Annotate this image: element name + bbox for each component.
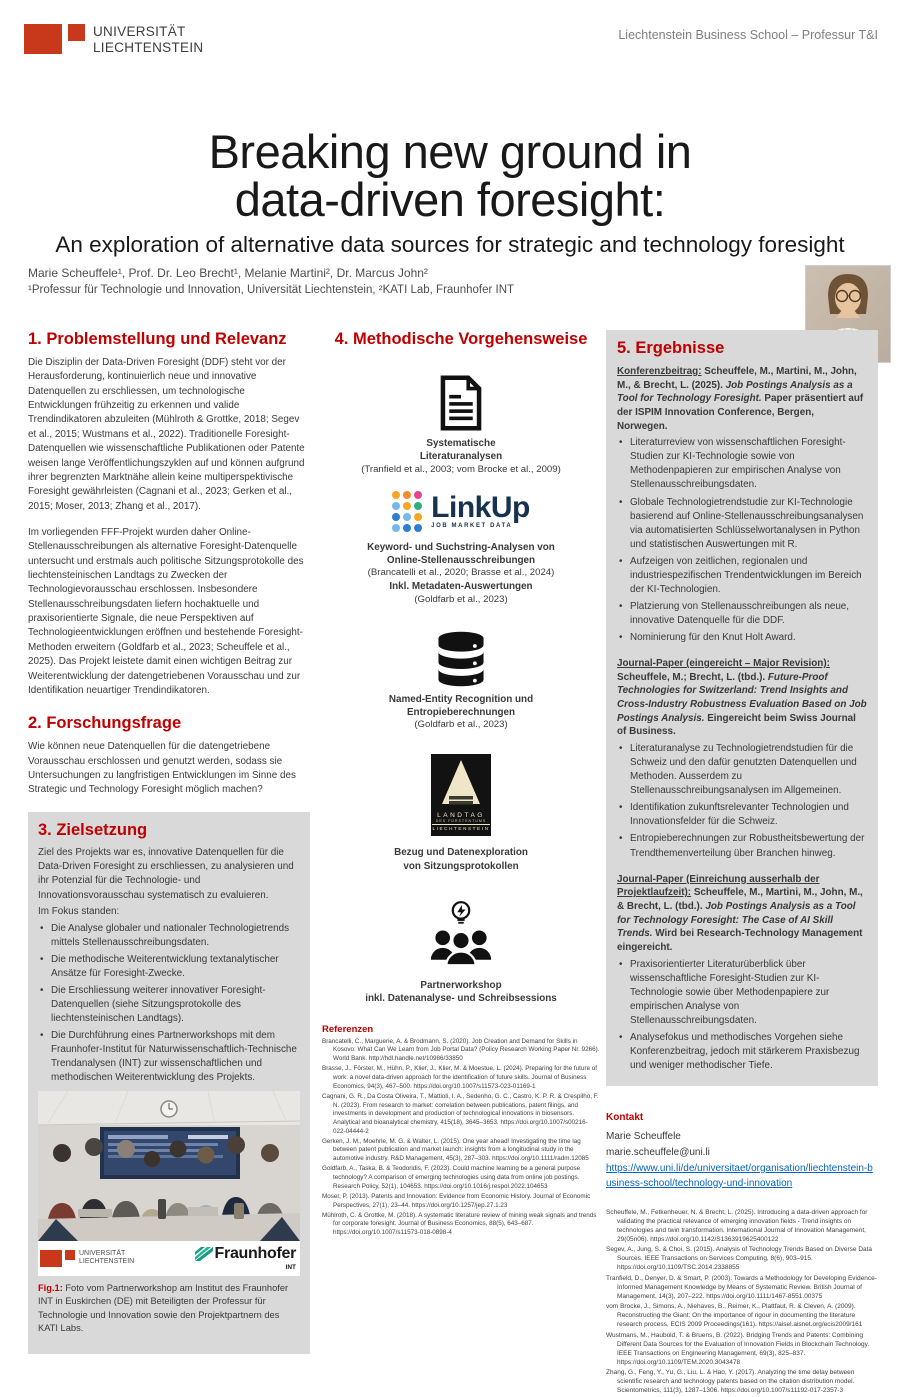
landtag-line3: LIECHTENSTEIN [432, 826, 490, 832]
journal2-publication [617, 873, 867, 955]
step5-title-line2: inkl. Datenanalyse- und Schreibsessions [365, 993, 557, 1005]
referenzen-heading: Referenzen [322, 1023, 374, 1035]
step2-title-line3: Inkl. Metadaten-Auswertungen [389, 581, 533, 593]
fraunhofer-logo [193, 1245, 296, 1271]
step2-title-line1: Keyword- und Suchstring-Analysen von [367, 541, 555, 553]
brand-line2: LIECHTENSTEIN [93, 39, 204, 55]
figure1-caption [38, 1282, 300, 1335]
reference-entry: Cagnani, G. R., Da Costa Oliveira, T., Mattioli, I. A., Sedenho, G. C., Castro, K. P. R. & Crespilho, F. N. (2023). From research to market: correlation between publications, patent filings, and investments in development and production of technological innovations in biosensors. Analytical and bioanalytical chemistry, 415(18), 3645–3653. https://doi.org/10.1007/s00216-022-04444-2 [322, 1092, 599, 1135]
photo-logo-strip [38, 1241, 300, 1276]
section4-heading: 4. Methodische Vorgehensweise [334, 330, 588, 348]
journal1-title: Future-Proof Technologies for Switzerland: Trend Insights and Cross-Industry Robustness Evaluation Based on Job Postings Analysis. [617, 671, 867, 724]
landtag-line2: DES FÜRSTENTUMS [435, 819, 487, 824]
landtag-line1: LANDTAG [437, 812, 485, 820]
university-logo [24, 24, 203, 55]
step3-title-line2: Entropieberechnungen [406, 706, 516, 718]
result-bullet: • Entropieberechnungen zur Robustheitsbewertung der Trendthemenverteilung über Branchen hinweg. [630, 832, 867, 860]
reference-entry: Tranfield, D., Denyer, D. & Smart, P. (2003). Towards a Methodology for Developing Evidence-Informed Management Knowledge by Means of Systematic Review. British Journal of Management, 14(3), 207–222. https://doi.org/10.1111/1467-8551.00375 [606, 1274, 877, 1300]
contact-email: marie.scheuffele@uni.li [606, 1146, 710, 1158]
references-right-list [606, 1209, 878, 1396]
brand-line1: UNIVERSITÄT [93, 24, 186, 39]
step1-reference: (Tranfield et al., 2003; vom Brocke et al., 2009) [361, 463, 561, 475]
reference-entry: Mühlroth, C. & Grottke, M. (2018). A systematic literature review of mining weak signals and trends for corporate foresight. Journal of Business Economics, 88(5), 643–687. https://doi.org/10.1007/s11573-018-0898-4 [322, 1211, 597, 1237]
contact-website-link[interactable]: https://www.uni.li/de/universitaet/organisation/liechtenstein-business-school/technology-und-innovation [606, 1163, 873, 1189]
section3-intro: Ziel des Projekts war es, innovative Datenquellen für die Data-Driven Foresight zu erschliessen, zu analysieren und ihr Potenzial für die Technologie- und Innovationsvorausschau systematisch zu evaluieren. [38, 846, 294, 901]
fraunhofer-glyph-icon [193, 1245, 215, 1263]
photo-university-logo [40, 1250, 134, 1267]
affiliations-line: ¹Professur für Technologie und Innovation, Universität Liechtenstein, ²KATI Lab, Fraunhofer INT [28, 284, 515, 296]
poster-subtitle: An exploration of alternative data sources for strategic and technology foresight [55, 232, 845, 257]
figure1-label: Fig.1: [38, 1283, 63, 1294]
journal1-authors: Scheuffele, M.; Brecht, L. (tbd.). [617, 671, 768, 683]
references-left-list [322, 1038, 600, 1238]
database-icon [322, 631, 600, 687]
goal-bullet: • Die Erschliessung weiterer innovativer Foresight-Datenquellen (siehe Sitzungsprotokolle des liechtensteinischen Landtags). [51, 984, 300, 1026]
step1-title-line1: Systematische [426, 438, 496, 449]
method-step-linkup [322, 491, 600, 607]
result-bullet: • Literaturanalyse zu Technologietrendstudien für die Schweiz und den dafür genutzten Datenquellen und Methoden. Ausserdem zu Stellenausschreibungsanalysen im Allgemeinen. [630, 742, 867, 798]
section1-para1: Die Disziplin der Data-Driven Foresight (DDF) steht vor der Herausforderung, kontinuierlich neue und innovative Datenquellen zu erschliessen, um technologische Entwicklungen frühzeitig zu erkennen und valide Trendindikatoren abzuleiten (Mühlroth & Grottke, 2018; Segev et al., 2015; Wustmans et al., 2022). Traditionelle Foresight-Datenquellen wie wissenschaftliche Publikationen oder Patente weisen lange Veröffentlichungszyklen auf und können aufgrund ihrer begrenzten Marktnähe allein keine multiperspektivische Foresight gewährleisten (Cagnani et al., 2023; Gerken et al., 2015; Moser, 2013; Zhang et al., 2017). [28, 357, 305, 512]
step2-reference2: (Goldfarb et al., 2023) [414, 593, 508, 605]
reference-entry: Moser, P. (2013). Patents and Innovation: Evidence from Economic History. Journal of Economic Perspectives, 27(1), 23–44. https://doi.org/10.1257/jep.27.1.23 [322, 1192, 591, 1209]
mini-logo-square-large [40, 1250, 62, 1267]
figure1-caption-text: Foto vom Partnerworkshop am Institut des Fraunhofer INT in Euskirchen (DE) mit Beteiligten der Professur für Technologie und Innovation sowie den Projektpartnern des KATI Labs. [38, 1283, 289, 1333]
journal2-bullet-list [617, 958, 867, 1074]
journal1-publication [617, 657, 867, 739]
conference-authors: Scheuffele, M., Martini, M., John, M., & Brecht, L. (2025). [617, 366, 857, 391]
contact-name: Marie Scheuffele [606, 1131, 681, 1143]
section3-bullet-list [38, 922, 300, 1086]
goal-bullet: • Die Durchführung eines Partnerworkshops mit dem Fraunhofer-Institut für Naturwissenschaftlich-Technische Trendanalysen (INT) zur wissenschaftlichen und methodischen Weiterentwicklung des Projekts. [51, 1029, 300, 1085]
result-bullet: • Literaturreview von wissenschaftlichen Foresight-Studien zur KI-Technologie sowie von Methodenpapieren zur empirischen Analyse von Stellenausschreibungsdaten. [630, 436, 867, 492]
mini-brand-line1: UNIVERSITÄT [79, 1249, 126, 1257]
step2-title-line2: Online-Stellenausschreibungen [386, 555, 536, 567]
fraunhofer-int-label: INT [285, 1264, 296, 1272]
result-bullet: • Nominierung für den Knut Holt Award. [630, 631, 867, 645]
logo-square-large [24, 24, 62, 54]
step3-reference: (Goldfarb et al., 2023) [414, 719, 508, 731]
section1-heading: 1. Problemstellung und Relevanz [28, 330, 287, 348]
conference-bullet-list [617, 436, 867, 645]
step2-reference1: (Brancatelli et al., 2020; Brasse et al., 2024) [367, 567, 555, 579]
method-step-landtag [322, 754, 600, 873]
result-bullet: • Identifikation zukunftsrelevanter Technologien und Innovationsfelder für die Schweiz. [630, 801, 867, 829]
photo-university-logo-text [79, 1250, 134, 1266]
method-step-literature [322, 375, 600, 477]
conference-title: Job Postings Analysis as a Tool for Technology Foresight. [617, 379, 853, 405]
result-bullet: • Globale Technologietrendstudie zur KI-Technologie basierend auf Online-Stellenausschreibungsanalysen via automatisierten Schlüsselwortanalysen in Python und statistischen Auswertungen mit R. [630, 496, 867, 552]
ergebnisse-panel [606, 330, 878, 1086]
linkup-tagline: JOB MARKET DATA [431, 523, 513, 530]
linkup-logo [322, 491, 600, 533]
section3-heading: 3. Zielsetzung [38, 820, 148, 839]
authors-line: Marie Scheuffele¹, Prof. Dr. Leo Brecht¹, Melanie Martini², Dr. Marcus John² [28, 266, 428, 280]
journal1-bullet-list [617, 742, 867, 861]
contact-section [606, 1112, 878, 1191]
journal2-title: Job Postings Analysis as a Tool for Technology Foresight: The Case of AI Skill Trends. [617, 900, 856, 940]
kontakt-heading: Kontakt [606, 1112, 644, 1124]
column-problem [28, 330, 310, 1354]
step5-title-line1: Partnerworkshop [420, 979, 502, 991]
document-icon [322, 375, 600, 431]
department-label: Liechtenstein Business School – Professur T&I [618, 28, 878, 42]
goal-bullet: • Die Analyse globaler und nationaler Technologietrends mittels Stellenausschreibungsdaten. [51, 922, 300, 950]
title-line2: data-driven foresight: [234, 173, 666, 227]
workshop-photo-illustration [38, 1091, 300, 1241]
column-method [322, 330, 600, 1239]
reference-entry: Gerken, J. M., Moehrle, M. G. & Walter, L. (2015). One year ahead! Investigating the time lag between patent publication and market launch: insights from a longitudinal study in the automotive industry. R&D Management, 45(3), 287–303. https://doi.org/10.1111/radm.12085 [322, 1137, 589, 1163]
method-step-workshop [322, 899, 600, 1006]
result-bullet: • Platzierung von Stellenausschreibungen als neue, innovative Datenquelle für die DDF. [630, 600, 867, 628]
step4-title-line1: Bezug und Datenexploration [394, 847, 528, 859]
logo-square-small [68, 24, 85, 41]
result-bullet: • Praxisorientierter Literaturüberblick über wissenschaftliche Foresight-Studien zur KI-Technologie sowie über Methodenpapiere zur empirischen Analyse von Stellenausschreibungsdaten. [630, 958, 867, 1028]
section3-focus-label: Im Fokus standen: [38, 906, 120, 918]
reference-entry: Brasse, J., Förster, M., Hühn, P., Klier, J., Klier, M. & Moestue, L. (2024). Preparing for the future of work: a novel data-driven approach for the identification of future skills. Journal of Business Economics, 94(3), 467–500. https://doi.org/10.1007/s11573-023-01169-1 [322, 1065, 597, 1090]
journal2-authors: Scheuffele, M., Martini, M., John, M., & Brecht, L. (tbd.). [617, 887, 863, 912]
university-logo-text [93, 24, 203, 55]
zielsetzung-panel [28, 812, 310, 1355]
step3-title-line1: Named-Entity Recognition und [388, 693, 534, 705]
conference-publication [617, 365, 867, 433]
method-step-ner [322, 631, 600, 733]
linkup-dots-icon [392, 491, 423, 533]
landtag-logo [431, 754, 491, 836]
title-line1: Breaking new ground in [208, 125, 692, 178]
section2-para: Wie können neue Datenquellen für die datengetriebene Vorausschau erschlossen und genutzt werden, sodass sie Untersuchungen zu langfristigen Entwicklungen im Sinne des Strategic und Technology Foresight möglich machen? [28, 741, 296, 796]
fraunhofer-wordmark: Fraunhofer [214, 1245, 296, 1263]
journal2-label: Journal-Paper (Einreichung ausserhalb der Projektlaufzeit): [617, 873, 820, 899]
section5-heading: 5. Ergebnisse [617, 339, 725, 357]
linkup-wordmark: LinkUp [431, 491, 530, 525]
section1-para2: Im vorliegenden FFF-Projekt wurden daher Online-Stellenausschreibungen als alternative Foresight-Datenquelle untersucht und erstmals auch politische Sitzungsprotokolle des liechtensteinischen Landtags zu Zwecken der Technologievorausschau erschlossen. Insbesondere Stellenausschreibungsdaten liefern hochaktuelle und praxisorientierte Signale, die neue Perspektiven auf Technologieentwicklungen eröffnen und bestehende Foresight-Methoden erweitern (Goldfarb et al., 2023; Scheuffele et al., 2025). Das Projekt leistete damit einen wichtigen Beitrag zur Weiterentwicklung der datengetriebenen Vorausschau und zur Identifikation neuartiger Trendindikatoren. [28, 526, 304, 696]
conference-venue: Paper präsentiert auf der ISPIM Innovation Conference, Bergen, Norwegen. [617, 393, 864, 432]
reference-entry: Wustmans, M., Haubold, T. & Bruens, B. (2022). Bridging Trends and Patents: Combining Different Data Sources for the Evaluation of Innovation Fields in Blockchain Technology. IEEE Transactions on Engineering Management, 69(3), 825–837. https://doi.org/10.1109/TEM.2020.3043478 [606, 1331, 870, 1366]
landtag-emblem-icon [435, 758, 487, 810]
mini-brand-line2: LIECHTENSTEIN [79, 1257, 135, 1265]
reference-entry: Brancatelli, C., Marguerie, A. & Brodmann, S. (2020). Job Creation and Demand for Skills in Kosovo: What Can We Learn from Job Portal Data? (Policy Research Working Paper Nr. 9266). World Bank. http://hdl.handle.net/10986/33850 [322, 1037, 600, 1063]
reference-entry: Goldfarb, A., Taska, B. & Teodoridis, F. (2023). Could machine learning be a general purpose technology? A comparison of emerging technologies using data from online job postings. Research Policy, 52(1), 104653. https://doi.org/10.1016/j.respol.2022.104653 [322, 1165, 581, 1190]
step1-title-line2: Literaturanalysen [419, 451, 503, 463]
journal1-label: Journal-Paper (eingereicht – Major Revision): [617, 658, 830, 670]
step4-title-line2: von Sitzungsprotokollen [403, 860, 519, 872]
conference-label: Konferenzbeitrag: [617, 366, 702, 377]
poster-title [0, 125, 900, 227]
reference-entry: Zhang, G., Feng, Y., Yu, G., Liu, L. & Hao, Y. (2017). Analyzing the time delay between scientific research and technology patents based on the citation distribution model. Scientometrics, 111(3), 1287–1306. https://doi.org/10.1007/s11192-017-2357-3 [606, 1369, 855, 1394]
reference-entry: Segev, A., Jung, S. & Choi, S. (2015). Analysis of Technology Trends Based on Diverse Data Sources. IEEE Transactions on Services Computing, 8(6), 903–915. https://doi.org/10.1109/TSC.2014.2338855 [606, 1246, 873, 1272]
goal-bullet: • Die methodische Weiterentwicklung textanalytischer Ansätze für Foresight-Zwecke. [51, 953, 300, 981]
journal1-venue: Eingereicht beim Swiss Journal of Business. [617, 712, 856, 738]
column-results [606, 330, 878, 1397]
reference-entry: vom Brocke, J., Simons, A., Niehaves, B., Reimer, K., Plattfaut, R. & Cleven, A. (2009). Reconstructing the Giant: On the importance of rigour in documenting the literature research process. ECIS 2009 Proceedings(161). https://aisel.aisnet.org/ecis2009/161 [606, 1303, 863, 1329]
mini-logo-square-small [65, 1250, 75, 1260]
result-bullet: • Aufzeigen von zeitlichen, regionalen und industriespezifischen Trendentwicklungen im Bereich der KI-Technologien. [630, 555, 867, 597]
section2-heading: 2. Forschungsfrage [28, 714, 182, 733]
journal2-venue: Wird bei Research-Technology Management eingereicht. [617, 928, 863, 953]
reference-entry: Scheuffele, M., Fetkenheuer, N. & Brecht, L. (2025). Introducing a data-driven approach for validating the practical relevance of emerging innovation fields - Trend insights on technologies and twin transformation. International Journal of Innovation Management, 29(05n06). https://doi.org/10.1142/S1363919625400122 [606, 1209, 868, 1243]
result-bullet: • Analysefokus und methodisches Vorgehen siehe Konferenzbeitrag, jedoch mit stärkerem Praxisbezug und weniger methodischer Tiefe. [630, 1031, 867, 1073]
workshop-people-icon [322, 899, 600, 973]
workshop-photo [38, 1091, 300, 1276]
